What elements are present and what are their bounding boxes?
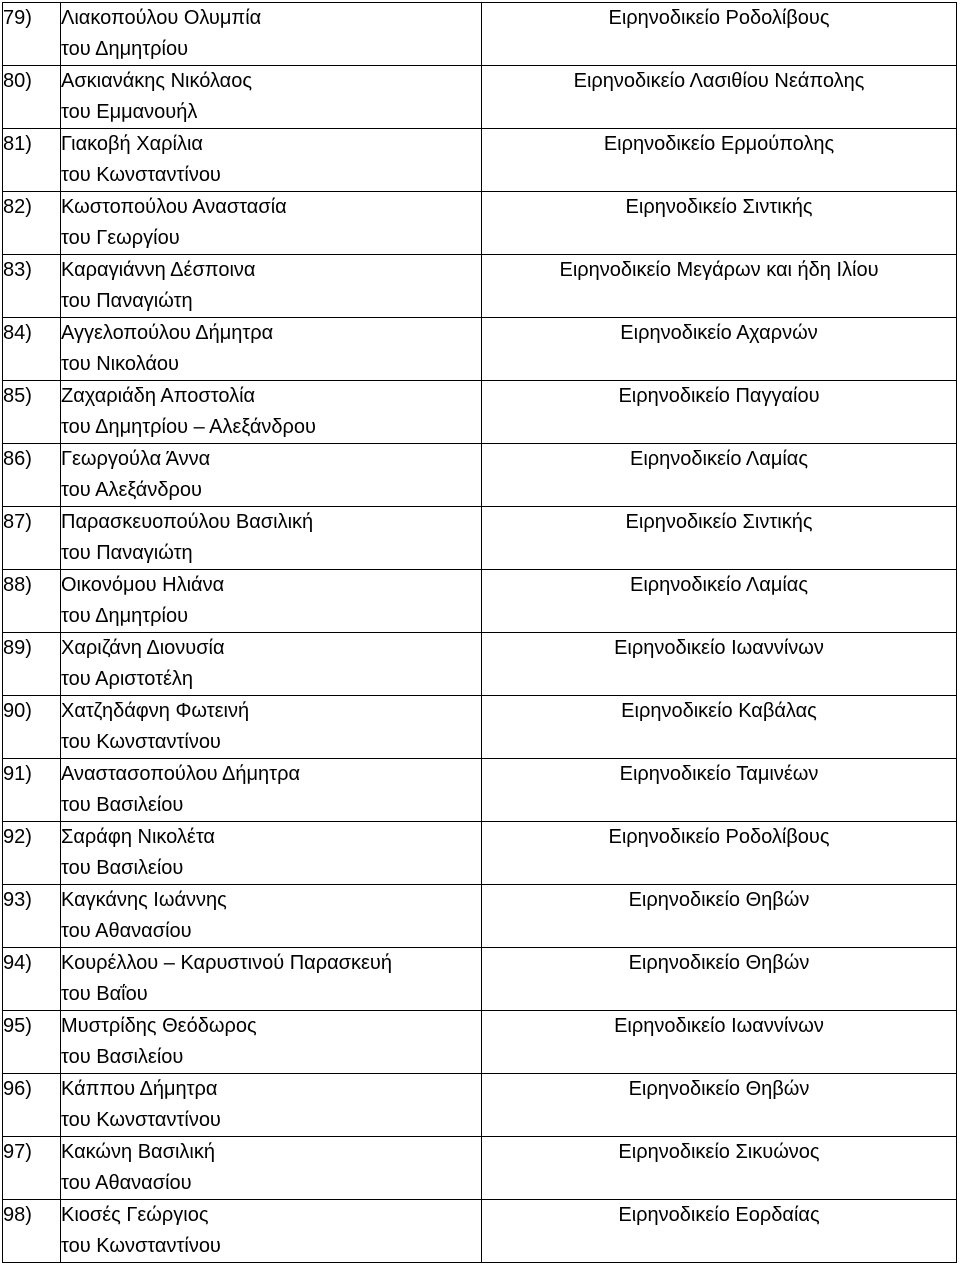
row-number: 89) <box>3 633 61 696</box>
person-parent-name: του Βασιλείου <box>61 794 184 816</box>
table-row <box>3 318 957 381</box>
person-cell <box>61 696 482 759</box>
person-name: Κιοσές Γεώργιος <box>61 1204 209 1226</box>
person-cell <box>61 948 482 1011</box>
person-parent-name: του Δημητρίου – Αλεξάνδρου <box>61 416 316 438</box>
court-assignment: Ειρηνοδικείο Αχαρνών <box>482 318 957 381</box>
row-number: 81) <box>3 129 61 192</box>
table-row <box>3 444 957 507</box>
person-name: Γεωργούλα Άννα <box>61 448 211 470</box>
person-name: Κάππου Δήμητρα <box>61 1078 218 1100</box>
person-name: Χαριζάνη Διονυσία <box>61 637 225 659</box>
table-row <box>3 885 957 948</box>
person-cell <box>61 3 482 66</box>
table-row <box>3 129 957 192</box>
person-name: Χατζηδάφνη Φωτεινή <box>61 700 250 722</box>
person-parent-name: του Αλεξάνδρου <box>61 479 202 501</box>
person-name: Αγγελοπούλου Δήμητρα <box>61 322 274 344</box>
person-parent-name: του Παναγιώτη <box>61 290 193 312</box>
person-parent-name: του Γεωργίου <box>61 227 180 249</box>
person-cell <box>61 822 482 885</box>
court-assignment: Ειρηνοδικείο Λασιθίου Νεάπολης <box>482 66 957 129</box>
person-name: Καγκάνης Ιωάννης <box>61 889 227 911</box>
table-row <box>3 1137 957 1200</box>
court-assignment: Ειρηνοδικείο Θηβών <box>482 885 957 948</box>
person-name: Ασκιανάκης Νικόλαος <box>61 70 252 92</box>
table-row <box>3 696 957 759</box>
table-row <box>3 507 957 570</box>
person-cell <box>61 1200 482 1263</box>
court-assignment: Ειρηνοδικείο Εορδαίας <box>482 1200 957 1263</box>
person-name: Ζαχαριάδη Αποστολία <box>61 385 256 407</box>
person-cell <box>61 885 482 948</box>
person-parent-name: του Κωνσταντίνου <box>61 731 221 753</box>
table-row <box>3 759 957 822</box>
table-row <box>3 633 957 696</box>
person-cell <box>61 129 482 192</box>
court-assignment: Ειρηνοδικείο Θηβών <box>482 1074 957 1137</box>
row-number: 97) <box>3 1137 61 1200</box>
person-cell <box>61 507 482 570</box>
table-row <box>3 3 957 66</box>
table-row <box>3 192 957 255</box>
row-number: 80) <box>3 66 61 129</box>
row-number: 82) <box>3 192 61 255</box>
table-row <box>3 822 957 885</box>
row-number: 96) <box>3 1074 61 1137</box>
appointments-table <box>2 2 957 1263</box>
person-parent-name: του Βασιλείου <box>61 857 184 879</box>
person-name: Αναστασοπούλου Δήμητρα <box>61 763 301 785</box>
table-row <box>3 1074 957 1137</box>
row-number: 85) <box>3 381 61 444</box>
court-assignment: Ειρηνοδικείο Λαμίας <box>482 570 957 633</box>
court-assignment: Ειρηνοδικείο Μεγάρων και ήδη Ιλίου <box>482 255 957 318</box>
court-assignment: Ειρηνοδικείο Καβάλας <box>482 696 957 759</box>
row-number: 95) <box>3 1011 61 1074</box>
row-number: 92) <box>3 822 61 885</box>
person-parent-name: του Κωνσταντίνου <box>61 1235 221 1257</box>
court-assignment: Ειρηνοδικείο Σικυώνος <box>482 1137 957 1200</box>
person-parent-name: του Αθανασίου <box>61 920 192 942</box>
row-number: 94) <box>3 948 61 1011</box>
person-cell <box>61 759 482 822</box>
table-row <box>3 1011 957 1074</box>
court-assignment: Ειρηνοδικείο Ταμινέων <box>482 759 957 822</box>
court-assignment: Ειρηνοδικείο Σιντικής <box>482 507 957 570</box>
row-number: 93) <box>3 885 61 948</box>
court-assignment: Ειρηνοδικείο Λαμίας <box>482 444 957 507</box>
person-parent-name: του Βαΐου <box>61 983 148 1005</box>
person-parent-name: του Αθανασίου <box>61 1172 192 1194</box>
person-cell <box>61 1137 482 1200</box>
person-name: Μυστρίδης Θεόδωρος <box>61 1015 257 1037</box>
person-name: Σαράφη Νικολέτα <box>61 826 215 848</box>
table-row <box>3 948 957 1011</box>
person-cell <box>61 192 482 255</box>
person-parent-name: του Δημητρίου <box>61 605 189 627</box>
court-assignment: Ειρηνοδικείο Ερμούπολης <box>482 129 957 192</box>
row-number: 86) <box>3 444 61 507</box>
person-name: Κουρέλλου – Καρυστινού Παρασκευή <box>61 952 392 974</box>
person-name: Παρασκευοπούλου Βασιλική <box>61 511 314 533</box>
row-number: 91) <box>3 759 61 822</box>
person-name: Κακώνη Βασιλική <box>61 1141 215 1163</box>
table-row <box>3 570 957 633</box>
court-assignment: Ειρηνοδικείο Ροδολίβους <box>482 822 957 885</box>
row-number: 84) <box>3 318 61 381</box>
person-cell <box>61 570 482 633</box>
appointments-table-body <box>3 3 957 1263</box>
table-row <box>3 255 957 318</box>
person-parent-name: του Παναγιώτη <box>61 542 193 564</box>
person-parent-name: του Βασιλείου <box>61 1046 184 1068</box>
person-name: Καραγιάννη Δέσποινα <box>61 259 256 281</box>
person-cell <box>61 444 482 507</box>
person-cell <box>61 66 482 129</box>
court-assignment: Ειρηνοδικείο Ροδολίβους <box>482 3 957 66</box>
person-name: Λιακοπούλου Ολυμπία <box>61 7 262 29</box>
person-name: Γιακοβή Χαρίλια <box>61 133 203 155</box>
person-cell <box>61 255 482 318</box>
table-row <box>3 381 957 444</box>
court-assignment: Ειρηνοδικείο Θηβών <box>482 948 957 1011</box>
person-parent-name: του Κωνσταντίνου <box>61 164 221 186</box>
person-parent-name: του Κωνσταντίνου <box>61 1109 221 1131</box>
court-assignment: Ειρηνοδικείο Ιωαννίνων <box>482 1011 957 1074</box>
person-parent-name: του Εμμανουήλ <box>61 101 198 123</box>
row-number: 98) <box>3 1200 61 1263</box>
table-row <box>3 1200 957 1263</box>
row-number: 79) <box>3 3 61 66</box>
court-assignment: Ειρηνοδικείο Παγγαίου <box>482 381 957 444</box>
person-cell <box>61 1011 482 1074</box>
person-parent-name: του Νικολάου <box>61 353 179 375</box>
person-cell <box>61 633 482 696</box>
row-number: 90) <box>3 696 61 759</box>
table-row <box>3 66 957 129</box>
person-parent-name: του Αριστοτέλη <box>61 668 194 690</box>
court-assignment: Ειρηνοδικείο Ιωαννίνων <box>482 633 957 696</box>
person-name: Οικονόμου Ηλιάνα <box>61 574 225 596</box>
row-number: 87) <box>3 507 61 570</box>
row-number: 88) <box>3 570 61 633</box>
court-assignment: Ειρηνοδικείο Σιντικής <box>482 192 957 255</box>
person-parent-name: του Δημητρίου <box>61 38 189 60</box>
person-cell <box>61 318 482 381</box>
row-number: 83) <box>3 255 61 318</box>
person-cell <box>61 1074 482 1137</box>
person-name: Κωστοπούλου Αναστασία <box>61 196 287 218</box>
person-cell <box>61 381 482 444</box>
